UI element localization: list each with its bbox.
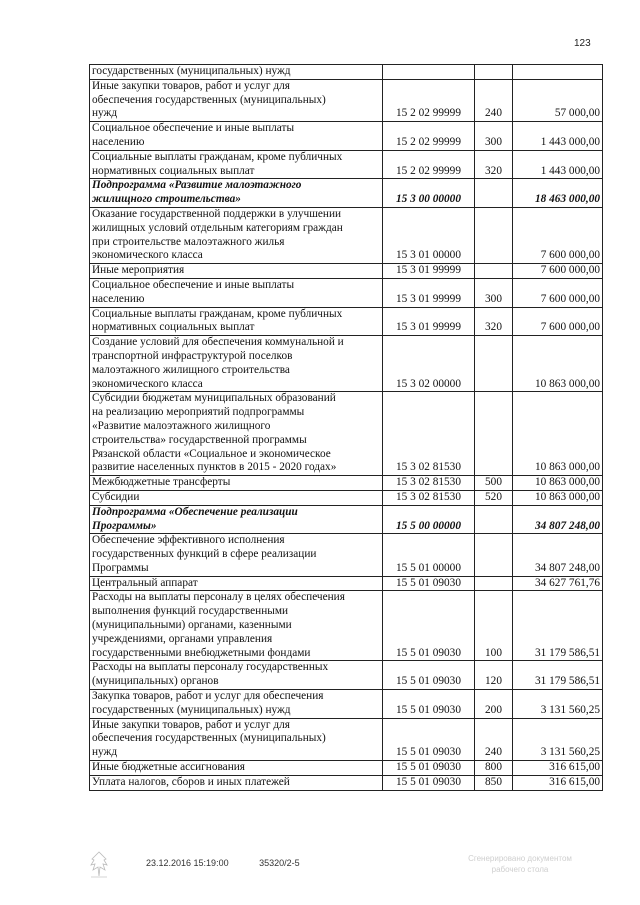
- row-name: Иные бюджетные ассигнования: [90, 761, 383, 776]
- row-code: 15 3 02 81530: [383, 490, 475, 505]
- row-expense-type: [475, 505, 513, 534]
- row-sum: 34 807 248,00: [513, 505, 603, 534]
- row-expense-type: 500: [475, 476, 513, 491]
- row-code: 15 3 01 99999: [383, 278, 475, 307]
- table-row: [90, 307, 603, 336]
- row-code: 15 5 01 09030: [383, 591, 475, 661]
- row-expense-type: 120: [475, 661, 513, 690]
- row-sum: 34 627 761,76: [513, 576, 603, 591]
- row-sum: 316 615,00: [513, 761, 603, 776]
- row-name: Иные мероприятия: [90, 264, 383, 279]
- table-row: [90, 718, 603, 760]
- row-code: 15 5 01 00000: [383, 534, 475, 576]
- row-sum: 10 863 000,00: [513, 490, 603, 505]
- row-name: Центральный аппарат: [90, 576, 383, 591]
- table-row: [90, 591, 603, 661]
- row-code: 15 5 01 09030: [383, 576, 475, 591]
- row-sum: 31 179 586,51: [513, 661, 603, 690]
- coat-of-arms-icon: [88, 850, 110, 880]
- row-sum: 18 463 000,00: [513, 179, 603, 208]
- table-row: [90, 264, 603, 279]
- watermark: [445, 853, 595, 875]
- row-code: 15 3 00 00000: [383, 179, 475, 208]
- table-row: [90, 150, 603, 179]
- table-row: [90, 476, 603, 491]
- row-expense-type: [475, 65, 513, 80]
- row-code: 15 3 02 81530: [383, 392, 475, 476]
- row-code: 15 3 02 81530: [383, 476, 475, 491]
- row-expense-type: 240: [475, 718, 513, 760]
- row-name: Субсидии: [90, 490, 383, 505]
- row-expense-type: [475, 336, 513, 392]
- row-expense-type: 320: [475, 150, 513, 179]
- row-expense-type: 200: [475, 690, 513, 719]
- row-code: 15 5 00 00000: [383, 505, 475, 534]
- row-code: 15 3 01 00000: [383, 207, 475, 263]
- row-sum: 7 600 000,00: [513, 264, 603, 279]
- table-row: [90, 336, 603, 392]
- row-name: Межбюджетные трансферты: [90, 476, 383, 491]
- page-number: 123: [574, 38, 591, 49]
- row-expense-type: 320: [475, 307, 513, 336]
- row-expense-type: 300: [475, 278, 513, 307]
- table-row: [90, 534, 603, 576]
- row-code: 15 5 01 09030: [383, 761, 475, 776]
- row-name: Социальное обеспечение и иные выплаты населению: [90, 122, 383, 151]
- row-sum: 1 443 000,00: [513, 150, 603, 179]
- row-code: 15 5 01 09030: [383, 661, 475, 690]
- table-row: [90, 490, 603, 505]
- row-sum: 31 179 586,51: [513, 591, 603, 661]
- row-expense-type: 800: [475, 761, 513, 776]
- row-expense-type: 520: [475, 490, 513, 505]
- table-row: [90, 392, 603, 476]
- row-expense-type: 850: [475, 775, 513, 790]
- table-row: [90, 761, 603, 776]
- row-code: 15 2 02 99999: [383, 122, 475, 151]
- row-code: 15 3 02 00000: [383, 336, 475, 392]
- row-name: Подпрограмма «Обеспечение реализации Программы»: [90, 505, 383, 534]
- row-name: Иные закупки товаров, работ и услуг для обеспечения государственных (муниципальных) нужд: [90, 718, 383, 760]
- row-name: Социальные выплаты гражданам, кроме публичных нормативных социальных выплат: [90, 150, 383, 179]
- row-name: Социальные выплаты гражданам, кроме публичных нормативных социальных выплат: [90, 307, 383, 336]
- row-name: государственных (муниципальных) нужд: [90, 65, 383, 80]
- row-name: Социальное обеспечение и иные выплаты населению: [90, 278, 383, 307]
- row-name: Создание условий для обеспечения коммунальной и транспортной инфраструктурой поселков малоэтажного жилищного строительства экономического класса: [90, 336, 383, 392]
- row-sum: 10 863 000,00: [513, 392, 603, 476]
- footer: [146, 858, 300, 868]
- table-row: [90, 179, 603, 208]
- row-sum: 7 600 000,00: [513, 207, 603, 263]
- row-code: 15 5 01 09030: [383, 775, 475, 790]
- row-name: Иные закупки товаров, работ и услуг для обеспечения государственных (муниципальных) нужд: [90, 79, 383, 121]
- row-name: Обеспечение эффективного исполнения государственных функций в сфере реализации Программы: [90, 534, 383, 576]
- watermark-line-1: Сгенерировано документом: [468, 854, 572, 863]
- row-expense-type: [475, 576, 513, 591]
- row-name: Подпрограмма «Развитие малоэтажного жилищного строительства»: [90, 179, 383, 208]
- row-sum: 10 863 000,00: [513, 336, 603, 392]
- table-row: [90, 690, 603, 719]
- row-sum: 3 131 560,25: [513, 718, 603, 760]
- table-row: [90, 661, 603, 690]
- row-expense-type: 300: [475, 122, 513, 151]
- row-sum: 3 131 560,25: [513, 690, 603, 719]
- footer-doc-number: 35320/2-5: [259, 858, 300, 868]
- row-code: 15 2 02 99999: [383, 150, 475, 179]
- table-row: [90, 576, 603, 591]
- row-expense-type: [475, 392, 513, 476]
- row-code: [383, 65, 475, 80]
- row-name: Закупка товаров, работ и услуг для обеспечения государственных (муниципальных) нужд: [90, 690, 383, 719]
- budget-table-body: [90, 65, 603, 791]
- row-name: Субсидии бюджетам муниципальных образований на реализацию мероприятий подпрограммы «Развитие малоэтажного жилищного строительства» государственной программы Рязанской области «Социальное и экономическое развитие населенных пунктов в 2015 - 2020 годах»: [90, 392, 383, 476]
- row-code: 15 3 01 99999: [383, 307, 475, 336]
- table-row: [90, 278, 603, 307]
- table-row: [90, 79, 603, 121]
- row-name: Уплата налогов, сборов и иных платежей: [90, 775, 383, 790]
- footer-datetime: 23.12.2016 15:19:00: [146, 858, 229, 868]
- table-row: [90, 207, 603, 263]
- row-expense-type: [475, 534, 513, 576]
- row-name: Расходы на выплаты персоналу государственных (муниципальных) органов: [90, 661, 383, 690]
- row-code: 15 2 02 99999: [383, 79, 475, 121]
- row-name: Расходы на выплаты персоналу в целях обеспечения выполнения функций государственными (муниципальными) органами, казенными учреждениями, органами управления государственными внебюджетными фондами: [90, 591, 383, 661]
- row-name: Оказание государственной поддержки в улучшении жилищных условий отдельным категориям граждан при строительстве малоэтажного жилья экономического класса: [90, 207, 383, 263]
- row-expense-type: 240: [475, 79, 513, 121]
- row-expense-type: [475, 179, 513, 208]
- table-row: [90, 65, 603, 80]
- row-sum: 1 443 000,00: [513, 122, 603, 151]
- table-row: [90, 122, 603, 151]
- row-sum: 34 807 248,00: [513, 534, 603, 576]
- row-sum: 316 615,00: [513, 775, 603, 790]
- row-sum: 7 600 000,00: [513, 278, 603, 307]
- row-sum: 57 000,00: [513, 79, 603, 121]
- budget-table: [89, 64, 603, 791]
- row-expense-type: [475, 207, 513, 263]
- watermark-line-2: рабочего стола: [491, 865, 549, 874]
- table-row: [90, 505, 603, 534]
- row-code: 15 5 01 09030: [383, 690, 475, 719]
- row-expense-type: 100: [475, 591, 513, 661]
- row-code: 15 5 01 09030: [383, 718, 475, 760]
- table-row: [90, 775, 603, 790]
- row-sum: 10 863 000,00: [513, 476, 603, 491]
- row-expense-type: [475, 264, 513, 279]
- row-code: 15 3 01 99999: [383, 264, 475, 279]
- row-sum: 7 600 000,00: [513, 307, 603, 336]
- row-sum: [513, 65, 603, 80]
